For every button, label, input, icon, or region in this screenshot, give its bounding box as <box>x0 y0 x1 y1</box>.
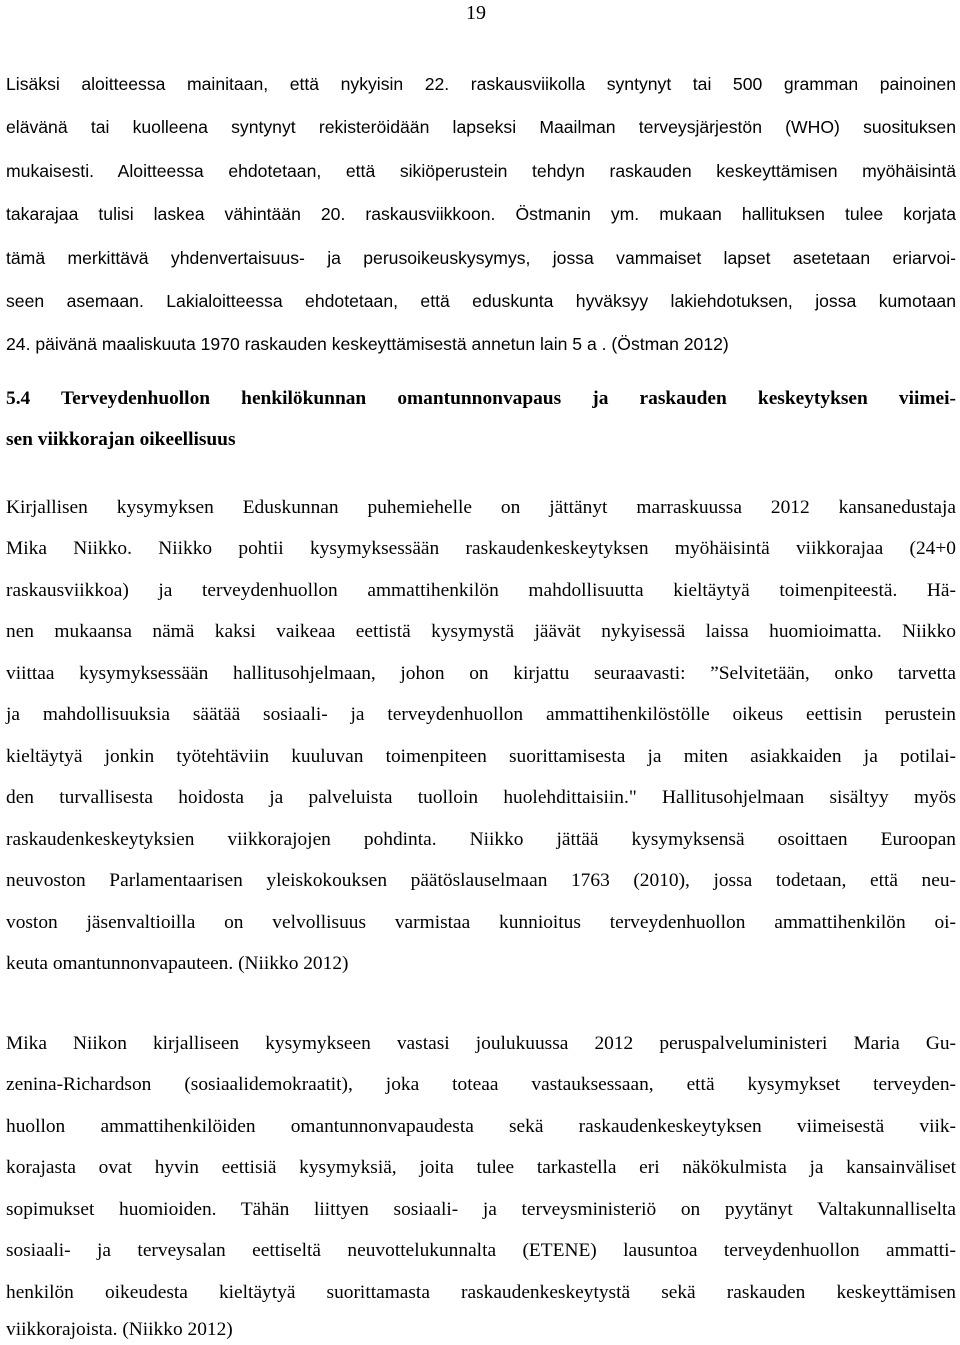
text-line: Mika Niikko. Niikko pohtii kysymyksessään raskaudenkeskeytyksen myöhäisintä viikkorajaa (24+0 <box>6 538 956 559</box>
text-line: viikkorajoista. (Niikko 2012) <box>6 1319 233 1340</box>
text-line: korajasta ovat hyvin eettisiä kysymyksiä, joita tulee tarkastella eri näkökulmista ja kansainväliset <box>6 1157 956 1178</box>
text-line: tämä merkittävä yhdenvertaisuus- ja perusoikeuskysymys, jossa vammaiset lapset asetetaan eriarvoi- <box>6 248 956 268</box>
text-line: ja mahdollisuuksia säätää sosiaali- ja terveydenhuollon ammattihenkilöstölle oikeus eettisin perustein <box>6 704 956 725</box>
text-line: sopimukset huomioiden. Tähän liittyen sosiaali- ja terveysministeriö on pyytänyt Valtakunnalliselta <box>6 1199 956 1220</box>
text-line: huollon ammattihenkilöiden omantunnonvapaudesta sekä raskaudenkeskeytyksen viimeisestä viik- <box>6 1116 956 1137</box>
text-line: kieltäytyä jonkin työtehtäviin kuuluvan toimenpiteen suorittamisesta ja miten asiakkaiden ja potilai- <box>6 746 956 767</box>
text-line: elävänä tai kuolleena syntynyt rekisteröidään lapseksi Maailman terveysjärjestön (WHO) suosituksen <box>6 117 956 137</box>
heading-line: sen viikkorajan oikeellisuus <box>6 429 236 450</box>
text-line: raskaudenkeskeytyksien viikkorajojen pohdinta. Niikko jättää kysymyksensä osoittaen Euroopan <box>6 829 956 850</box>
text-line: den turvallisesta hoidosta ja palveluista tuolloin huolehdittaisiin." Hallitusohjelmaan sisältyy myös <box>6 787 956 808</box>
text-line: Kirjallisen kysymyksen Eduskunnan puhemiehelle on jättänyt marraskuussa 2012 kansanedustaja <box>6 497 956 518</box>
text-line: Mika Niikon kirjalliseen kysymykseen vastasi joulukuussa 2012 peruspalveluministeri Maria Gu- <box>6 1033 956 1054</box>
page-number: 19 <box>466 2 486 24</box>
text-line: keuta omantunnonvapauteen. (Niikko 2012) <box>6 953 349 974</box>
text-line: voston jäsenvaltioilla on velvollisuus varmistaa kunnioitus terveydenhuollon ammattihenkilön oi- <box>6 912 956 933</box>
text-line: nen mukaansa nämä kaksi vaikeaa eettistä kysymystä jäävät nykyisessä laissa huomioimatta. Niikko <box>6 621 956 642</box>
text-line: viittaa kysymyksessään hallitusohjelmaan, johon on kirjattu seuraavasti: ”Selvitetään, onko tarvetta <box>6 663 956 684</box>
heading-line: 5.4 Terveydenhuollon henkilökunnan omantunnonvapaus ja raskauden keskeytyksen viimei- <box>6 388 956 409</box>
text-line: sosiaali- ja terveysalan eettiseltä neuvottelukunnalta (ETENE) lausuntoa terveydenhuollon ammatti- <box>6 1240 956 1261</box>
text-line: zenina-Richardson (sosiaalidemokraatit), joka toteaa vastauksessaan, että kysymykset terveyden- <box>6 1074 956 1095</box>
text-line: takarajaa tulisi laskea vähintään 20. raskausviikkoon. Östmanin ym. mukaan hallituksen tulee korjata <box>6 204 956 224</box>
text-line: neuvoston Parlamentaarisen yleiskokouksen päätöslauselmaan 1763 (2010), jossa todetaan, että neu- <box>6 870 956 891</box>
text-line: Lisäksi aloitteessa mainitaan, että nykyisin 22. raskausviikolla syntynyt tai 500 gramman painoinen <box>6 74 956 94</box>
text-line: mukaisesti. Aloitteessa ehdotetaan, että sikiöperustein tehdyn raskauden keskeyttämisen myöhäisintä <box>6 161 956 181</box>
text-line: 24. päivänä maaliskuuta 1970 raskauden keskeyttämisestä annetun lain 5 a . (Östman 2012) <box>6 334 729 354</box>
text-line: raskausviikkoa) ja terveydenhuollon ammattihenkilön mahdollisuutta kieltäytyä toimenpiteestä. Hä- <box>6 580 956 601</box>
text-line: henkilön oikeudesta kieltäytyä suorittamasta raskaudenkeskeytystä sekä raskauden keskeyttämisen <box>6 1282 956 1303</box>
text-line: seen asemaan. Lakialoitteessa ehdotetaan, että eduskunta hyväksyy lakiehdotuksen, jossa kumotaan <box>6 291 956 311</box>
